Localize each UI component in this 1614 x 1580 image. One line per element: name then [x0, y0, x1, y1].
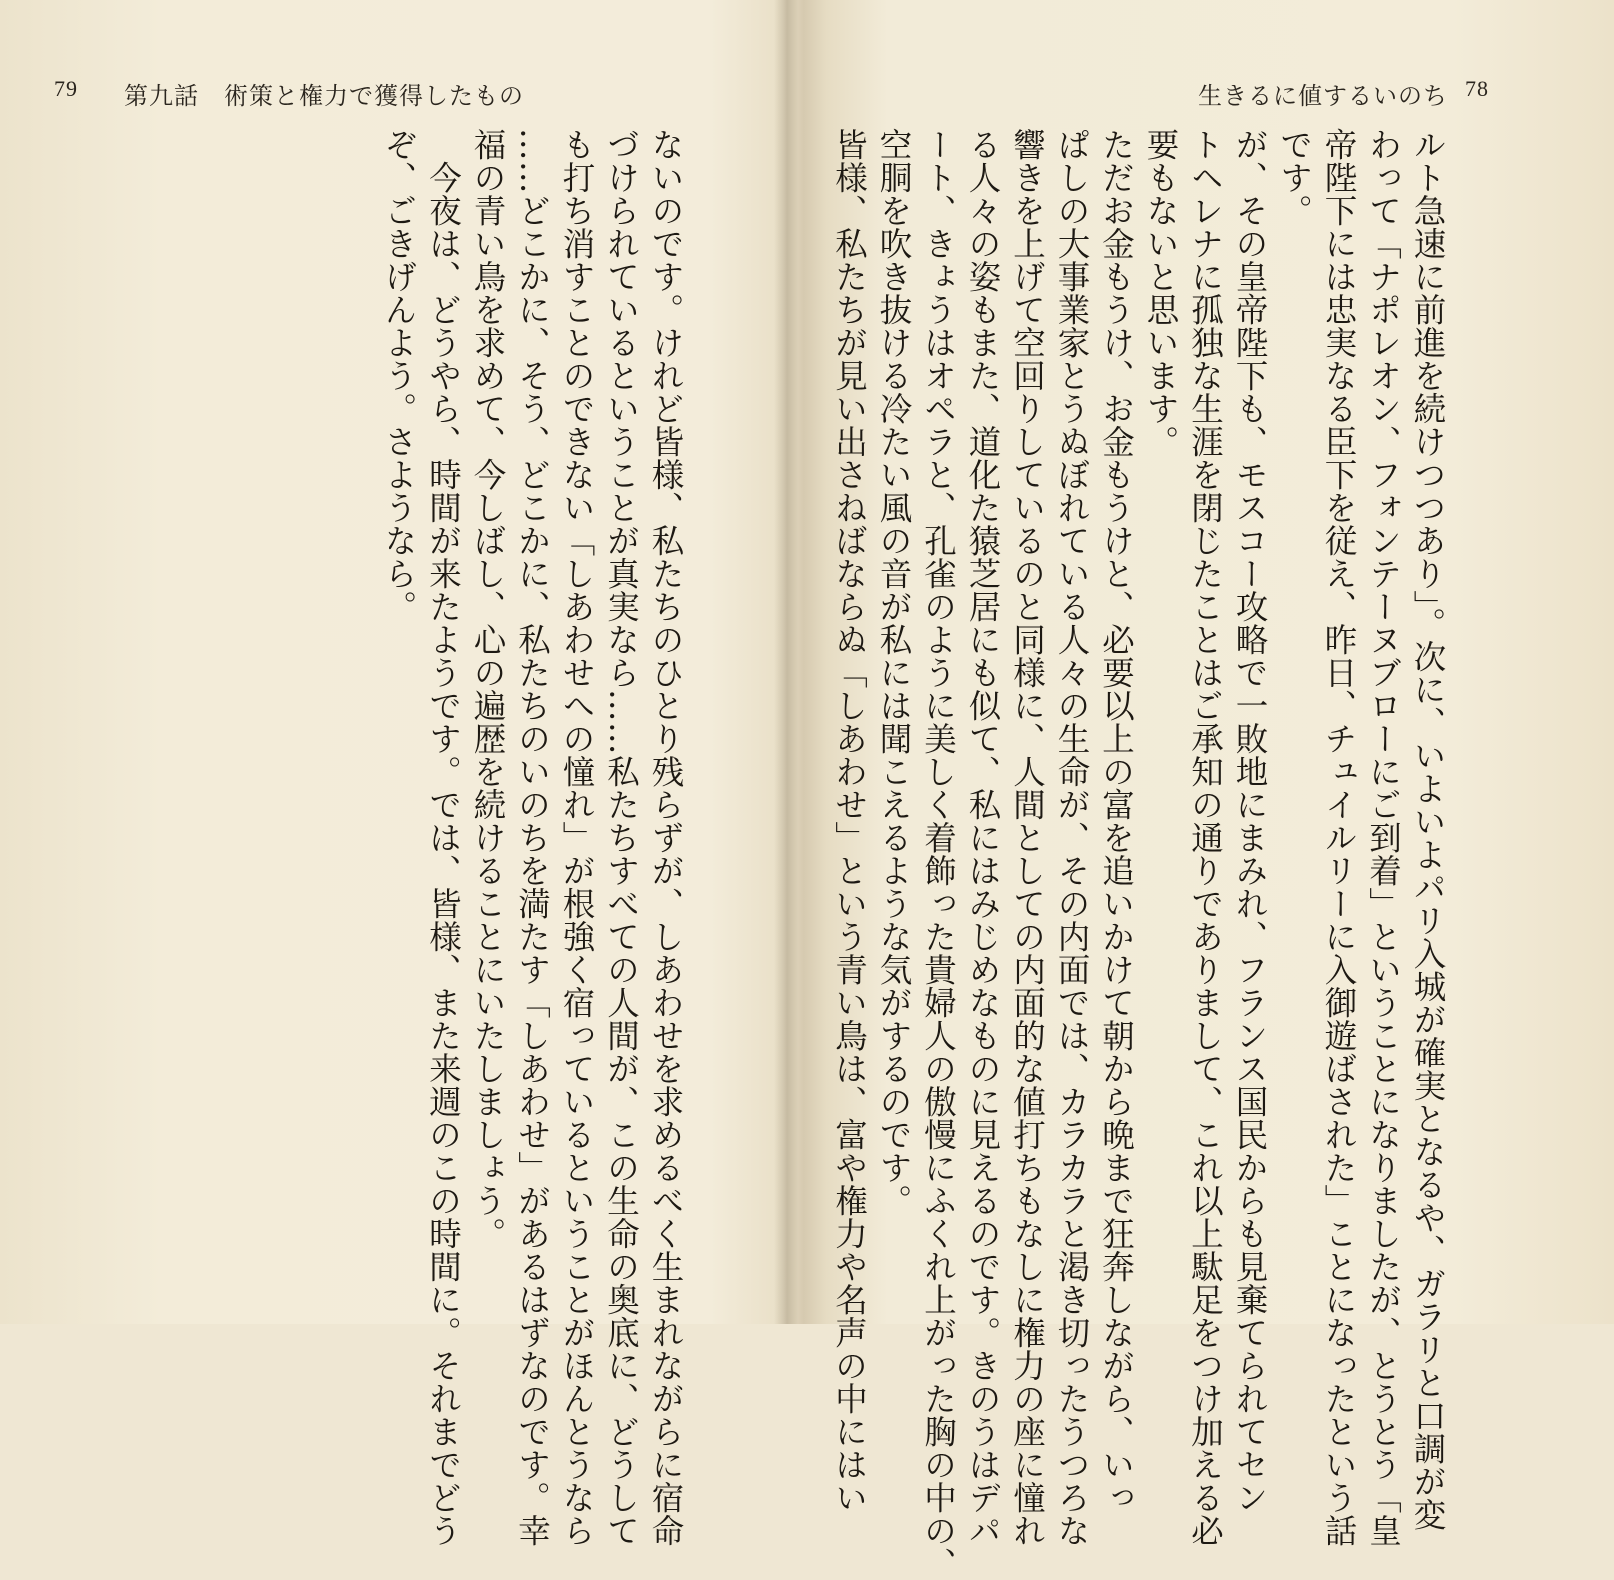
right-page-text-column: わって「ナポレオン、フォンテーヌブローにご到着」ということになりましたが、とうとう「皇 — [1364, 128, 1403, 1547]
left-page-body — [380, 128, 688, 1547]
right-page-text-column: ただお金もうけ、お金もうけと、必要以上の富を追いかけて朝から晩まで狂奔しながら、いっ — [1097, 128, 1136, 1514]
book-gutter — [774, 0, 798, 1324]
right-page-text-column: 空胴を吹き抜ける冷たい風の音が私には聞こえるような気がするのです。 — [875, 128, 913, 1217]
right-page-text-column: 響きを上げて空回りしているのと同様に、人間としての内面的な値打ちもなしに権力の座に憧れ — [1008, 128, 1047, 1547]
right-page-text-column: が、その皇帝陛下も、モスコー攻略で一敗地にまみれ、フランス国民からも見棄てられてセン — [1231, 128, 1269, 1514]
left-page-text-column: ……どこかに、そう、どこかに、私たちのいのちを満たす「しあわせ」があるはずなのです。幸 — [513, 128, 552, 1547]
right-page-text-column: ぱしの大事業家とうぬぼれている人々の生命が、その内面では、カラカラと渇き切ったうつろな — [1053, 128, 1091, 1547]
right-page-number: 78 — [1465, 76, 1489, 101]
left-page-text-column: づけられているということが真実なら……私たちすべての人間が、この生命の奥底に、どうして — [602, 128, 641, 1547]
left-running-header: 第九話 術策と権力で獲得したもの — [124, 82, 524, 110]
left-page-text-column: ぞ、ごきげんよう。さようなら。 — [380, 128, 418, 623]
right-page-body — [830, 128, 1450, 1580]
right-page-text-column: 要もないと思います。 — [1142, 128, 1180, 458]
right-page-text-column: る人々の姿もまた、道化た猿芝居にも似て、私にはみじめなものに見えるのです。きのうはデパ — [964, 128, 1002, 1547]
left-page-text-column: も打ち消すことのできない「しあわせへの憧れ」が根強く宿っているということがほんとうなら — [558, 128, 596, 1547]
right-page-text-column: トヘレナに孤独な生涯を閉じたことはご承知の通りでありまして、これ以上駄足をつけ加える必 — [1186, 128, 1225, 1547]
left-page-text-column: 福の青い鳥を求めて、今しばし、心の遍歴を続けることにいたしましょう。 — [469, 128, 507, 1250]
right-page-text-column: ート、きょうはオペラと、孔雀のように美しく着飾った貴婦人の傲慢にふくれ上がった胸の中の、 — [919, 128, 958, 1580]
right-page-text-column: 皆様、私たちが見い出さねばならぬ「しあわせ」という青い鳥は、富や権力や名声の中にはい — [830, 128, 869, 1514]
left-page-number: 79 — [54, 76, 78, 101]
right-page-text-column: です。 — [1275, 128, 1314, 227]
right-page-text-column: ルト急速に前進を続けつつあり」。次に、いよいよパリ入城が確実となるや、ガラリと口調が変 — [1409, 128, 1447, 1531]
right-running-header: 生きるに値するいのち — [1198, 82, 1448, 110]
right-page-text-column: 帝陛下には忠実なる臣下を従え、昨日、チュイルリーに入御遊ばされた」ことになったという話 — [1320, 128, 1358, 1547]
left-page-text-column: ないのです。けれど皆様、私たちのひとり残らずが、しあわせを求めるべく生まれながらに宿命 — [647, 128, 685, 1547]
left-page-text-column: 今夜は、どうやら、時間が来たようです。では、皆様、また来週のこの時間に。それまでどう — [424, 128, 463, 1547]
